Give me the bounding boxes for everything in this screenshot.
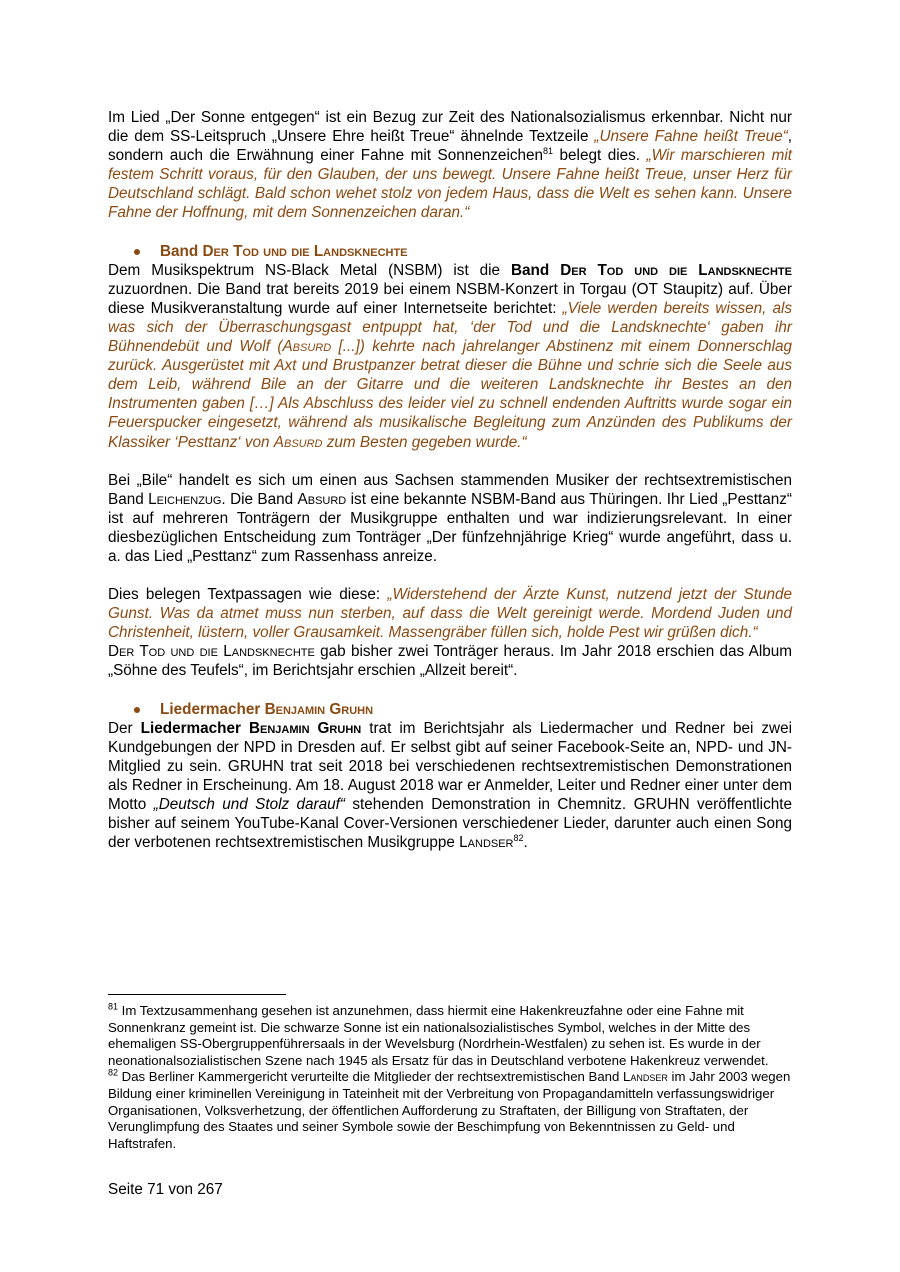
page-number: Seite 71 von 267 — [108, 1181, 223, 1198]
text: . Die Band — [221, 490, 298, 508]
text: Der — [108, 719, 141, 737]
motto: „Deutsch und Stolz darauf“ — [153, 796, 345, 813]
paragraph-textpassagen — [108, 585, 792, 642]
footnote-text: im Jahr 2003 wegen Bildung einer kriminellen Vereinigung in Tateinheit mit der Verbreitung von Propagandamitteln verfassungswidriger Organisationen, Volksverhetzung, der öffentlichen Aufforderung zu Straftaten, der Billigung von Straftaten, der Verunglimpfung des Staates und seiner Symbole sowie der Beschimpfung von Bekenntnissen zu Geld- und Haftstrafen. — [108, 1069, 791, 1151]
quote: „Wir marschieren mit festem Schritt voraus, für den Glauben, der uns bewegt. Unsere Fahne heißt Treue, unser Herz für Deutschland schlägt. Bald schon wehet stolz von jedem Haus, dass die Welt es sehen kann. Unsere Fahne der Hoffnung, mit dem Sonnenzeichen daran.“ — [108, 147, 792, 222]
band-name: Landser — [459, 834, 514, 852]
footnote-81 — [108, 1003, 792, 1069]
footnote-82 — [108, 1069, 792, 1152]
footnote-number: 82 — [108, 1067, 119, 1078]
paragraph-nsbm — [108, 261, 792, 452]
footnote-text: Im Textzusammenhang gesehen ist anzunehmen, dass hiermit eine Hakenkreuzfahne oder eine Fahne mit Sonnenkranz gemeint ist. Die schwarze Sonne ist ein nationalsozialistisches Symbol, welches in der Mitte des ehemaligen SS-Obergruppenführersaals in der Wevelsburg (Nordrhein-Westfalen) zu sehen ist. Es wurde in der neonationalsozialistischen Szene nach 1945 als Ersatz für das in Deutschland verbotene Hakenkreuz verwendet. — [108, 1003, 769, 1068]
heading-text: Liedermacher — [160, 700, 265, 718]
bold-text: Liedermacher — [140, 719, 249, 737]
document-page — [108, 108, 792, 852]
footnote-ref-82[interactable]: 82 — [513, 833, 524, 844]
text: belegt dies. — [553, 147, 647, 165]
paragraph-bile — [108, 471, 792, 566]
paragraph-gruhn — [108, 719, 792, 853]
bold-name: Benjamin Gruhn — [248, 719, 362, 737]
text: . — [523, 834, 528, 852]
heading-text: Band — [160, 242, 203, 260]
text: gab bisher zwei Tonträger heraus. Im Jahr 2018 erschien das Album „Söhne des Teufels“, im Berichtsjahr erschien „Allzeit bereit“. — [108, 643, 792, 680]
bold-text: Band — [511, 261, 561, 279]
band-name: Leichenzug — [148, 490, 222, 508]
band-name: Absurd — [297, 490, 347, 508]
paragraph-tontraeger — [108, 642, 792, 680]
text: Dem Musikspektrum NS-Black Metal (NSBM) ist die — [108, 261, 511, 279]
footnote-separator — [108, 994, 286, 995]
quote: „Widerstehend der Ärzte Kunst, nutzend jetzt der Stunde Gunst. Was da atmet muss nun sterben, auf dass die Welt gereinigt werde. Mordend Juden und Christenheit, lüstern, voller Grausamkeit. Massengräber füllen sich, holde Pest wir grüßen dich.“ — [108, 586, 792, 642]
footnote-text: Das Berliner Kammergericht verurteilte die Mitglieder der rechtsextremistischen Band — [118, 1069, 624, 1085]
text: zuzuordnen. Die Band trat bereits 2019 bei einem NSBM-Konzert in Torgau (OT Staupitz) auf. Über diese Musikveranstaltung wurde auf einer Internetseite berichtet: — [108, 280, 792, 317]
bullet-icon — [134, 707, 140, 713]
text: ist eine bekannte NSBM-Band aus Thüringen. Ihr Lied „Pesttanz“ ist auf mehreren Tonträgern der Musikgruppe enthalten und war indizierungsrelevant. In einer diesbezüglichen Entscheidung zum Tonträger „Der fünfzehnjährige Krieg“ wurde angeführt, dass u. a. das Lied „Pesttanz“ zum Rassenhass anreize. — [108, 490, 792, 565]
quote: „Unsere Fahne heißt Treue“ — [594, 128, 788, 146]
text: , sondern auch die Erwähnung einer Fahne mit Sonnenzeichen — [108, 128, 792, 165]
footnotes — [108, 1003, 792, 1152]
text: trat im Berichtsjahr als Liedermacher und Redner bei zwei Kundgebungen der NPD in Dresden auf. Er selbst gibt auf seiner Facebook-Seite an, NPD- und JN-Mitglied zu sein. GRUHN trat seit 2018 bei verschiedenen rechtsextremistischen Demonstrationen als Redner in Erscheinung. Am 18. August 2018 war er Anmelder, Leiter und Redner einer unter dem Motto — [108, 719, 793, 813]
band-name: Landser — [623, 1069, 668, 1085]
paragraph-sonne-entgegen — [108, 108, 792, 223]
quote-smallcaps: Absurd — [282, 338, 332, 356]
text: Bei „Bile“ handelt es sich um einen aus Sachsen stammenden Musiker der rechtsextremistischen Band — [108, 471, 792, 508]
quote: [...]) kehrte nach jahrelanger Abstinenz mit einem Donnerschlag zurück. Ausgerüstet mit Axt und Brustpanzer betrat dieser die Bühne und schrie sich die Seele aus dem Leib, während Bile an der Gitarre und die weiteren Landsknechte ihr Bestes an den Instrumenten gaben […] Als Abschluss des leider viel zu schnell endenden Auftritts wurde sogar ein Feuerspucker eingesetzt, während als musikalische Begleitung zum Anzünden des Publikums der Klassiker ‘Pesttanz‘ von — [108, 338, 792, 451]
bold-name: Der Tod und die Landsknechte — [560, 261, 792, 279]
quote: „Viele werden bereits wissen, als was sich der Überraschungsgast entpuppt hat, ‘der Tod und die Landsknechte‘ gaben ihr Bühnendebüt und Wolf ( — [108, 299, 793, 356]
heading-liedermacher-gruhn — [108, 700, 792, 719]
heading-name: Der Tod und die Landsknechte — [202, 242, 408, 260]
quote: zum Besten gegeben wurde.“ — [322, 433, 527, 451]
band-name: Der Tod und die Landsknechte — [108, 643, 315, 661]
text: Dies belegen Textpassagen wie diese: — [108, 586, 388, 604]
footnote-number: 81 — [108, 1001, 119, 1012]
quote-smallcaps: Absurd — [273, 433, 323, 451]
text: Im Lied „Der Sonne entgegen“ ist ein Bezug zur Zeit des Nationalsozialismus erkennbar. Nicht nur die dem SS-Leitspruch „Unsere Ehre heißt Treue“ ähnelnde Textzeile — [108, 109, 792, 146]
heading-band-tod-landsknechte — [108, 242, 792, 261]
heading-name: Benjamin Gruhn — [264, 700, 374, 718]
text: stehenden Demonstration in Chemnitz. GRUHN veröffentlichte bisher auf seinem YouTube-Kanal Cover-Versionen verschiedener Lieder, darunter auch einen Song der verbotenen rechtsextremistischen Musikgruppe — [108, 796, 792, 852]
footnote-ref-81[interactable]: 81 — [543, 146, 554, 157]
bullet-icon — [134, 249, 140, 255]
